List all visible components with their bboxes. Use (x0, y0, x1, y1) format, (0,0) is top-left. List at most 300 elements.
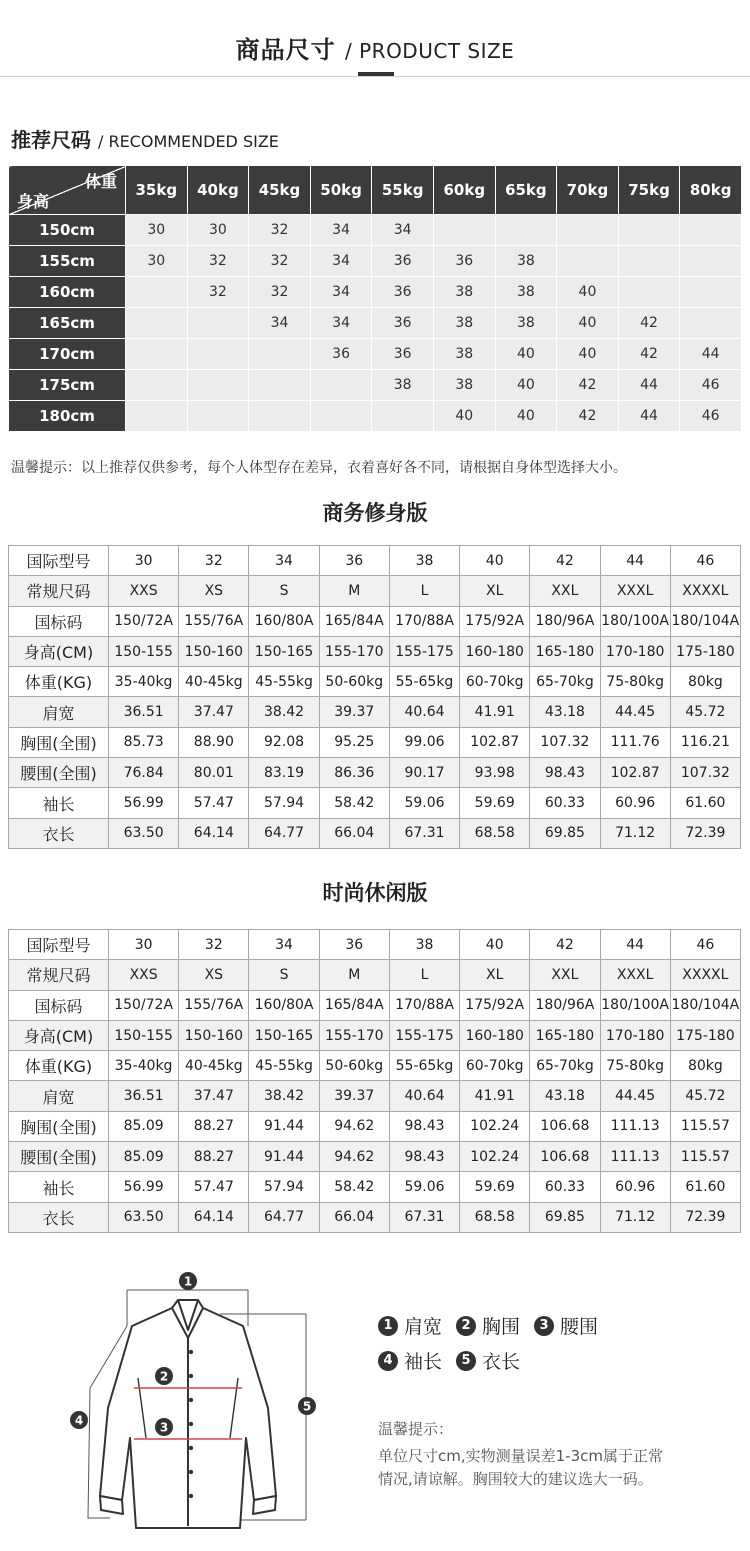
tip-line-2: 情况,请谅解。胸围较大的建议选大一码。 (378, 1470, 653, 1488)
page-title-cn: 商品尺寸 (235, 36, 336, 64)
spec-cell: 37.47 (179, 1081, 249, 1111)
weight-header: 80kg (680, 166, 742, 215)
recommended-size-cell: 40 (557, 277, 619, 308)
spec-cell: 175-180 (670, 1020, 740, 1050)
spec-cell: 95.25 (319, 727, 389, 757)
spec-cell: 40-45kg (179, 667, 249, 697)
recommended-size-cell: 32 (249, 277, 311, 308)
recommended-size-cell: 44 (618, 401, 680, 432)
legend-row (378, 1308, 612, 1343)
spec-cell: 111.13 (600, 1111, 670, 1141)
spec-cell: 165/84A (319, 606, 389, 636)
spec-row-label: 体重(KG) (9, 667, 109, 697)
spec-cell: 98.43 (389, 1111, 459, 1141)
spec-cell: 57.94 (249, 1172, 319, 1202)
spec-row (9, 1172, 741, 1202)
spec-cell: 64.14 (179, 1202, 249, 1232)
recommended-size-cell (126, 308, 188, 339)
spec-cell: XXXL (600, 576, 670, 606)
spec-cell: 85.09 (109, 1111, 179, 1141)
spec-cell: 64.77 (249, 1202, 319, 1232)
recommended-size-cell: 40 (433, 401, 495, 432)
spec-cell: 68.58 (460, 1202, 530, 1232)
recommended-size-cell (126, 339, 188, 370)
weight-header: 55kg (372, 166, 434, 215)
recommended-size-cell (249, 339, 311, 370)
casual-table-body (9, 930, 741, 1233)
spec-cell: 170-180 (600, 1020, 670, 1050)
spec-row (9, 758, 741, 788)
spec-cell: 150-165 (249, 1020, 319, 1050)
spec-row-label: 国际型号 (9, 930, 109, 960)
spec-row (9, 1111, 741, 1141)
spec-cell: 42 (530, 546, 600, 576)
spec-cell: 60.33 (530, 788, 600, 818)
spec-row (9, 1081, 741, 1111)
header-accent-bar (358, 72, 394, 76)
recommended-size-cell (187, 370, 249, 401)
spec-cell: 38.42 (249, 697, 319, 727)
legend-num: 4 (378, 1351, 398, 1371)
recommended-size-cell: 34 (310, 215, 372, 246)
recommended-size-cell (249, 401, 311, 432)
spec-cell: 94.62 (319, 1142, 389, 1172)
recommended-size-cell (557, 215, 619, 246)
spec-cell: XS (179, 576, 249, 606)
spec-cell: 34 (249, 546, 319, 576)
spec-cell: 35-40kg (109, 1051, 179, 1081)
recommended-size-cell: 32 (187, 277, 249, 308)
recommended-row (9, 370, 742, 401)
spec-row-label: 袖长 (9, 1172, 109, 1202)
spec-row (9, 576, 741, 606)
spec-cell: 155/76A (179, 606, 249, 636)
recommended-size-cell: 34 (310, 308, 372, 339)
spec-row-label: 衣长 (9, 818, 109, 848)
height-label: 175cm (9, 370, 126, 401)
spec-cell: 40 (460, 546, 530, 576)
height-label: 155cm (9, 246, 126, 277)
spec-cell: 111.13 (600, 1142, 670, 1172)
page-title (0, 30, 750, 65)
spec-cell: 99.06 (389, 727, 459, 757)
spec-cell: 36.51 (109, 697, 179, 727)
recommended-size-cell: 30 (126, 246, 188, 277)
spec-cell: M (319, 576, 389, 606)
spec-cell: 75-80kg (600, 1051, 670, 1081)
height-label: 165cm (9, 308, 126, 339)
spec-cell: 180/96A (530, 990, 600, 1020)
spec-cell: 60.96 (600, 1172, 670, 1202)
spec-cell: XXXXL (670, 960, 740, 990)
page-header (0, 0, 750, 78)
spec-row (9, 1020, 741, 1050)
recommended-size-cell (126, 277, 188, 308)
spec-cell: L (389, 576, 459, 606)
recommended-size-cell (249, 370, 311, 401)
spec-cell: 85.09 (109, 1142, 179, 1172)
recommended-size-cell: 42 (618, 339, 680, 370)
spec-cell: 180/104A (670, 990, 740, 1020)
spec-cell: 155/76A (179, 990, 249, 1020)
spec-row-label: 国标码 (9, 606, 109, 636)
recommended-size-cell: 40 (495, 401, 557, 432)
spec-cell: 150-160 (179, 1020, 249, 1050)
recommended-size-cell (618, 246, 680, 277)
recommended-size-cell (618, 277, 680, 308)
spec-cell: 66.04 (319, 818, 389, 848)
svg-text:2: 2 (159, 1369, 169, 1384)
spec-cell: 102.24 (460, 1142, 530, 1172)
marker-1 (179, 1272, 197, 1290)
svg-text:5: 5 (302, 1399, 312, 1414)
recommended-size-cell: 32 (249, 246, 311, 277)
spec-row-label: 身高(CM) (9, 1020, 109, 1050)
spec-row-label: 常规尺码 (9, 576, 109, 606)
spec-cell: 38 (389, 546, 459, 576)
spec-cell: XXXXL (670, 576, 740, 606)
spec-cell: 83.19 (249, 758, 319, 788)
recommended-size-cell: 36 (372, 277, 434, 308)
recommended-size-cell: 38 (433, 308, 495, 339)
spec-cell: 80.01 (179, 758, 249, 788)
spec-row-label: 腰围(全围) (9, 1142, 109, 1172)
recommended-size-cell (495, 215, 557, 246)
spec-cell: 71.12 (600, 1202, 670, 1232)
spec-cell: 56.99 (109, 788, 179, 818)
svg-text:1: 1 (183, 1274, 193, 1289)
recommended-size-cell (433, 215, 495, 246)
spec-cell: 106.68 (530, 1111, 600, 1141)
business-size-table (8, 545, 741, 849)
spec-cell: 64.77 (249, 818, 319, 848)
spec-cell: 55-65kg (389, 1051, 459, 1081)
recommended-size-cell: 36 (372, 339, 434, 370)
recommended-size-cell (126, 401, 188, 432)
weight-header: 75kg (618, 166, 680, 215)
spec-row (9, 930, 741, 960)
spec-cell: 63.50 (109, 818, 179, 848)
recommended-size-cell: 42 (557, 401, 619, 432)
legend-item-waist (534, 1312, 598, 1339)
spec-cell: 106.68 (530, 1142, 600, 1172)
spec-cell: 170/88A (389, 606, 459, 636)
spec-cell: 150/72A (109, 606, 179, 636)
recommended-size-table (8, 165, 742, 432)
recommended-size-cell: 42 (618, 308, 680, 339)
spec-cell: 57.47 (179, 1172, 249, 1202)
recommended-title (11, 124, 279, 153)
spec-cell: 175/92A (460, 990, 530, 1020)
spec-cell: XXS (109, 960, 179, 990)
spec-cell: 72.39 (670, 818, 740, 848)
spec-cell: 36.51 (109, 1081, 179, 1111)
legend-num: 3 (534, 1316, 554, 1336)
spec-row (9, 636, 741, 666)
weight-header: 45kg (249, 166, 311, 215)
spec-row (9, 606, 741, 636)
spec-cell: XL (460, 960, 530, 990)
spec-cell: 30 (109, 930, 179, 960)
spec-cell: 38 (389, 930, 459, 960)
spec-cell: 91.44 (249, 1142, 319, 1172)
recommended-size-cell (310, 401, 372, 432)
spec-cell: 86.36 (319, 758, 389, 788)
spec-cell: 40.64 (389, 1081, 459, 1111)
legend-num: 1 (378, 1316, 398, 1336)
spec-row (9, 1202, 741, 1232)
spec-cell: 102.87 (600, 758, 670, 788)
spec-cell: 59.06 (389, 1172, 459, 1202)
recommended-size-cell (187, 339, 249, 370)
spec-cell: 57.47 (179, 788, 249, 818)
legend-label: 腰围 (560, 1316, 599, 1338)
spec-cell: 32 (179, 546, 249, 576)
spec-cell: 60-70kg (460, 667, 530, 697)
legend-row (378, 1343, 612, 1378)
recommendation-note: 温馨提示：以上推荐仅供参考，每个人体型存在差异，衣着喜好各不同，请根据自身体型选择大小。 (11, 460, 627, 476)
spec-cell: M (319, 960, 389, 990)
recommended-row (9, 401, 742, 432)
spec-cell: 68.58 (460, 818, 530, 848)
spec-cell: 60.96 (600, 788, 670, 818)
spec-cell: 61.60 (670, 1172, 740, 1202)
legend-num: 2 (456, 1316, 476, 1336)
recommended-size-cell: 46 (680, 401, 742, 432)
spec-cell: 180/100A (600, 990, 670, 1020)
spec-row-label: 胸围(全围) (9, 727, 109, 757)
spec-cell: S (249, 960, 319, 990)
spec-cell: 59.06 (389, 788, 459, 818)
spec-cell: 44 (600, 930, 670, 960)
recommended-size-cell: 40 (495, 370, 557, 401)
spec-cell: 150-160 (179, 636, 249, 666)
spec-cell: 61.60 (670, 788, 740, 818)
spec-cell: 65-70kg (530, 1051, 600, 1081)
recommended-size-cell: 44 (618, 370, 680, 401)
page-title-en: / PRODUCT SIZE (345, 39, 515, 63)
spec-cell: 180/96A (530, 606, 600, 636)
height-label: 160cm (9, 277, 126, 308)
spec-cell: 56.99 (109, 1172, 179, 1202)
spec-cell: 41.91 (460, 1081, 530, 1111)
spec-cell: 69.85 (530, 1202, 600, 1232)
spec-cell: 44 (600, 546, 670, 576)
recommended-size-cell (680, 215, 742, 246)
recommended-size-cell (680, 277, 742, 308)
marker-4 (70, 1411, 88, 1429)
spec-cell: 55-65kg (389, 667, 459, 697)
spec-cell: XS (179, 960, 249, 990)
spec-cell: 107.32 (530, 727, 600, 757)
spec-cell: 50-60kg (319, 1051, 389, 1081)
spec-cell: 34 (249, 930, 319, 960)
spec-row-label: 腰围(全围) (9, 758, 109, 788)
spec-cell: 180/100A (600, 606, 670, 636)
spec-cell: 88.27 (179, 1111, 249, 1141)
recommended-row (9, 308, 742, 339)
height-label: 150cm (9, 215, 126, 246)
spec-cell: 98.43 (389, 1142, 459, 1172)
spec-cell: 35-40kg (109, 667, 179, 697)
spec-cell: 60-70kg (460, 1051, 530, 1081)
spec-cell: 44.45 (600, 697, 670, 727)
spec-row (9, 727, 741, 757)
spec-cell: 37.47 (179, 697, 249, 727)
recommended-size-cell (187, 401, 249, 432)
spec-cell: 66.04 (319, 1202, 389, 1232)
svg-text:3: 3 (159, 1420, 169, 1435)
spec-cell: 94.62 (319, 1111, 389, 1141)
spec-cell: XXXL (600, 960, 670, 990)
spec-cell: 59.69 (460, 1172, 530, 1202)
recommended-size-cell (557, 246, 619, 277)
table-corner-cell (9, 166, 126, 215)
height-label: 180cm (9, 401, 126, 432)
spec-row (9, 960, 741, 990)
spec-cell: L (389, 960, 459, 990)
recommended-size-cell: 38 (433, 370, 495, 401)
spec-row (9, 818, 741, 848)
spec-cell: 165/84A (319, 990, 389, 1020)
spec-cell: 72.39 (670, 1202, 740, 1232)
legend-item-chest (456, 1312, 520, 1339)
casual-fit-title: 时尚休闲版 (322, 881, 428, 905)
spec-cell: XXS (109, 576, 179, 606)
spec-cell: 45.72 (670, 697, 740, 727)
spec-row (9, 1051, 741, 1081)
legend-item-length (456, 1347, 520, 1374)
spec-cell: 67.31 (389, 1202, 459, 1232)
spec-cell: 170-180 (600, 636, 670, 666)
recommended-size-cell: 42 (557, 370, 619, 401)
legend-label: 肩宽 (404, 1316, 443, 1338)
weight-axis-label: 体重 (84, 172, 117, 191)
spec-cell: 102.87 (460, 727, 530, 757)
spec-cell: 115.57 (670, 1142, 740, 1172)
spec-cell: 160-180 (460, 636, 530, 666)
recommended-title-en: / RECOMMENDED SIZE (97, 132, 279, 151)
recommended-size-cell: 40 (557, 339, 619, 370)
recommended-size-cell: 40 (495, 339, 557, 370)
spec-row (9, 990, 741, 1020)
spec-cell: 59.69 (460, 788, 530, 818)
spec-cell: 40 (460, 930, 530, 960)
spec-cell: 91.44 (249, 1111, 319, 1141)
spec-cell: 43.18 (530, 1081, 600, 1111)
recommended-size-cell: 36 (310, 339, 372, 370)
recommended-size-cell (618, 215, 680, 246)
recommended-size-cell: 38 (495, 308, 557, 339)
spec-row (9, 1142, 741, 1172)
spec-row-label: 衣长 (9, 1202, 109, 1232)
tip-line-1: 单位尺寸cm,实物测量误差1-3cm属于正常 (378, 1447, 663, 1465)
spec-cell: 116.21 (670, 727, 740, 757)
marker-2 (155, 1367, 173, 1385)
spec-row-label: 国标码 (9, 990, 109, 1020)
spec-cell: 155-175 (389, 1020, 459, 1050)
spec-row (9, 697, 741, 727)
spec-cell: 155-170 (319, 636, 389, 666)
legend-label: 袖长 (404, 1351, 443, 1373)
spec-cell: 50-60kg (319, 667, 389, 697)
header-divider (0, 76, 750, 77)
recommended-size-cell: 44 (680, 339, 742, 370)
recommended-size-cell: 30 (126, 215, 188, 246)
weight-header: 60kg (433, 166, 495, 215)
legend-label: 胸围 (482, 1316, 521, 1338)
recommended-size-cell: 46 (680, 370, 742, 401)
spec-cell: 38.42 (249, 1081, 319, 1111)
spec-cell: 160/80A (249, 990, 319, 1020)
spec-cell: 93.98 (460, 758, 530, 788)
spec-row-label: 国际型号 (9, 546, 109, 576)
recommended-size-cell: 38 (372, 370, 434, 401)
spec-cell: 58.42 (319, 1172, 389, 1202)
spec-cell: 64.14 (179, 818, 249, 848)
spec-cell: 165-180 (530, 636, 600, 666)
spec-cell: 80kg (670, 667, 740, 697)
spec-cell: 102.24 (460, 1111, 530, 1141)
spec-cell: 107.32 (670, 758, 740, 788)
spec-cell: 65-70kg (530, 667, 600, 697)
spec-row-label: 胸围(全围) (9, 1111, 109, 1141)
recommended-size-cell: 36 (372, 246, 434, 277)
recommended-header-row (9, 166, 742, 215)
spec-cell: 175-180 (670, 636, 740, 666)
recommended-size-cell: 38 (495, 246, 557, 277)
spec-cell: 155-175 (389, 636, 459, 666)
spec-cell: XXL (530, 960, 600, 990)
spec-cell: XL (460, 576, 530, 606)
tip-title: 温馨提示： (378, 1420, 454, 1438)
recommended-row (9, 339, 742, 370)
spec-cell: 175/92A (460, 606, 530, 636)
weight-header: 40kg (187, 166, 249, 215)
spec-cell: 69.85 (530, 818, 600, 848)
recommended-size-cell: 36 (433, 246, 495, 277)
spec-row-label: 袖长 (9, 788, 109, 818)
marker-5 (298, 1397, 316, 1415)
spec-cell: 60.33 (530, 1172, 600, 1202)
recommended-size-cell: 38 (495, 277, 557, 308)
spec-row-label: 肩宽 (9, 1081, 109, 1111)
spec-cell: 63.50 (109, 1202, 179, 1232)
spec-cell: 58.42 (319, 788, 389, 818)
recommended-size-cell (187, 308, 249, 339)
spec-cell: 150-155 (109, 636, 179, 666)
recommended-size-cell: 30 (187, 215, 249, 246)
spec-cell: 75-80kg (600, 667, 670, 697)
legend-num: 5 (456, 1351, 476, 1371)
spec-cell: 45-55kg (249, 667, 319, 697)
recommended-size-cell: 38 (433, 277, 495, 308)
marker-3 (155, 1418, 173, 1436)
spec-cell: 92.08 (249, 727, 319, 757)
recommended-row (9, 277, 742, 308)
recommended-size-cell: 34 (310, 277, 372, 308)
spec-cell: 88.90 (179, 727, 249, 757)
spec-row (9, 667, 741, 697)
weight-header: 50kg (310, 166, 372, 215)
casual-size-table (8, 929, 741, 1233)
spec-cell: XXL (530, 576, 600, 606)
recommended-title-cn: 推荐尺码 (11, 128, 91, 152)
recommended-size-cell: 34 (310, 246, 372, 277)
spec-cell: 170/88A (389, 990, 459, 1020)
recommended-row (9, 215, 742, 246)
spec-row (9, 788, 741, 818)
